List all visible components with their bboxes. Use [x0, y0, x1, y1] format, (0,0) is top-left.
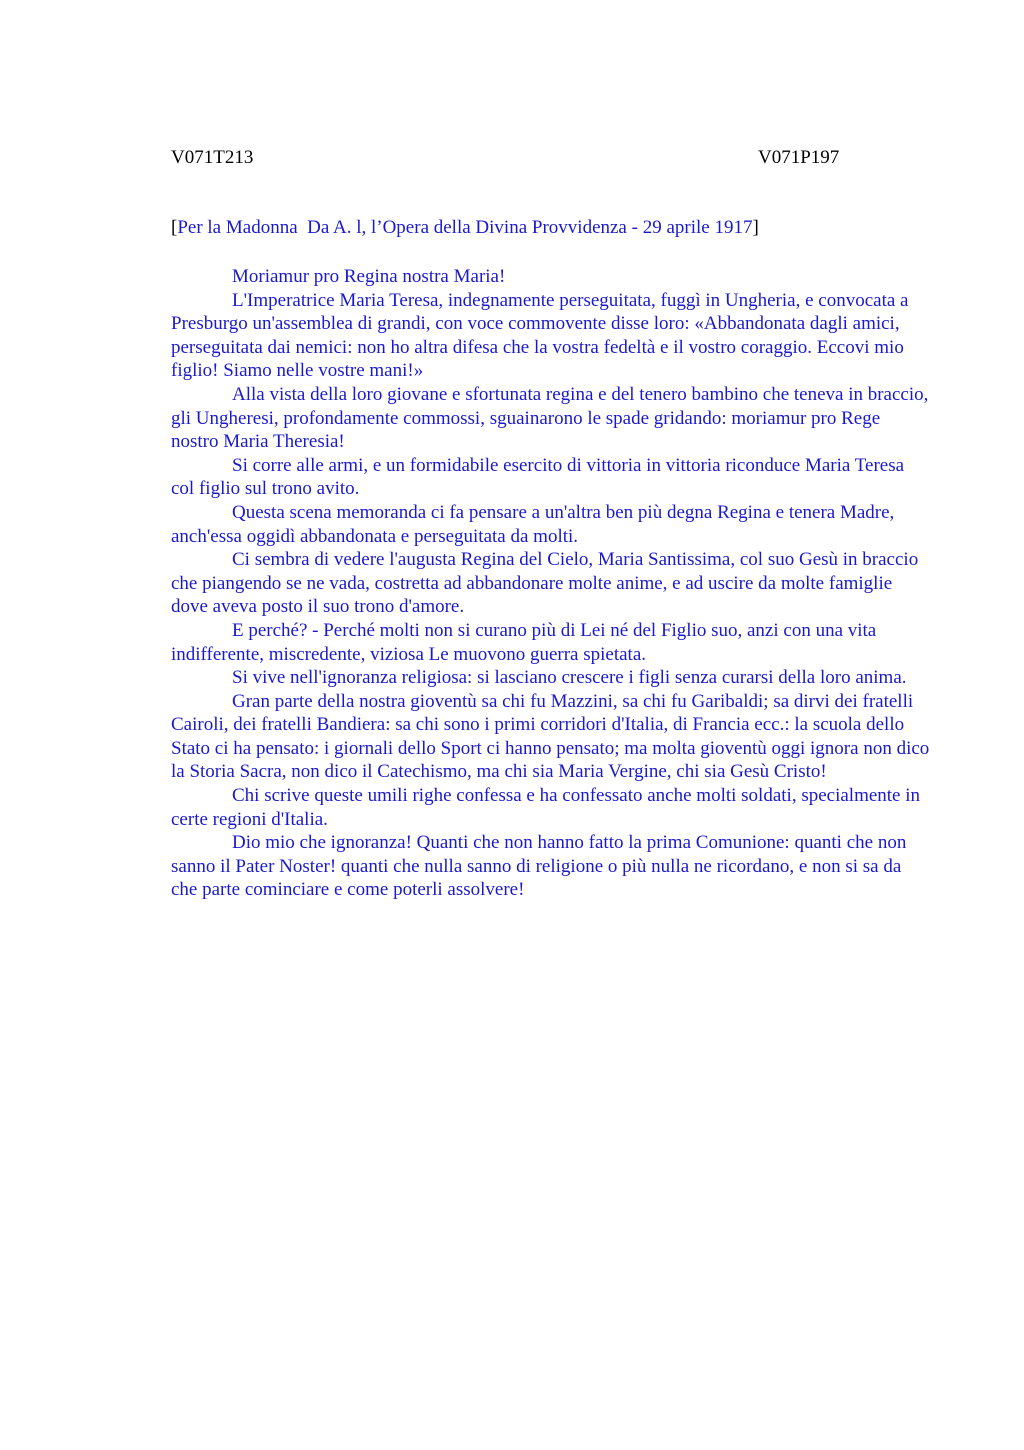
paragraph: E perché? - Perché molti non si curano più di Lei né del Figlio suo, anzi con una vita indifferente, miscredente, viziosa Le muovono guerra spietata. — [171, 619, 877, 665]
title-close-bracket: ] — [752, 217, 759, 238]
paragraph: Gran parte della nostra gioventù sa chi fu Mazzini, sa chi fu Garibaldi; sa dirvi dei fratelli Cairoli, dei fratelli Bandiera: sa chi sono i primi corridori d'Italia, di Francia ecc.: la scuola dello Stato ci ha pensato: i giornali dello Sport ci hanno pensato; ma molta gioventù oggi ignora non dico la Storia Sacra, non dico il Catechismo, ma chi sia Maria Vergine, chi sia Gesù Cristo! — [171, 690, 930, 783]
paragraph: Si vive nell'ignoranza religiosa: si lasciano crescere i figli senza curarsi della loro anima. — [232, 667, 907, 689]
paragraph: Si corre alle armi, e un formidabile esercito di vittoria in vittoria riconduce Maria Teresa col figlio sul trono avito. — [171, 454, 905, 500]
title-open-bracket: [ — [171, 217, 178, 238]
document-code-left: V071T213 — [171, 147, 254, 168]
paragraph: Alla vista della loro giovane e sfortunata regina e del tenero bambino che teneva in braccio, gli Ungheresi, profondamente commossi, sguainarono le spade gridando: moriamur pro Rege nostro Maria Theresia! — [171, 383, 929, 453]
document-title — [171, 217, 759, 239]
paragraph: L'Imperatrice Maria Teresa, indegnamente perseguitata, fuggì in Ungheria, e convocata a Presburgo un'assemblea di grandi, con voce commovente disse loro: «Abbandonata dagli amici, perseguitata dai nemici: non ho altra difesa che la vostra fedeltà e il vostro coraggio. Eccovi mio figlio! Siamo nelle vostre mani!» — [171, 289, 909, 382]
paragraph: Ci sembra di vedere l'augusta Regina del Cielo, Maria Santissima, col suo Gesù in braccio che piangendo se ne vada, costretta ad abbandonare molte anime, e ad uscire da molte famiglie dove aveva posto il suo trono d'amore. — [171, 549, 919, 618]
paragraph: Dio mio che ignoranza! Quanti che non hanno fatto la prima Comunione: quanti che non sanno il Pater Noster! quanti che nulla sanno di religione o più nulla ne ricordano, e non si sa da che parte cominciare e come poterli assolvere! — [171, 832, 907, 901]
paragraph: Chi scrive queste umili righe confessa e ha confessato anche molti soldati, specialmente in certe regioni d'Italia. — [171, 785, 921, 830]
title-text: Per la Madonna Da A. l, l’Opera della Divina Provvidenza - 29 aprile 1917 — [177, 217, 753, 238]
paragraph: Moriamur pro Regina nostra Maria! — [232, 266, 506, 287]
body-text — [171, 265, 931, 902]
page-code-right: V071P197 — [758, 147, 840, 168]
paragraph: Questa scena memoranda ci fa pensare a un'altra ben più degna Regina e tenera Madre, anch'essa oggidì abbandonata e perseguitata da molti. — [171, 501, 895, 547]
